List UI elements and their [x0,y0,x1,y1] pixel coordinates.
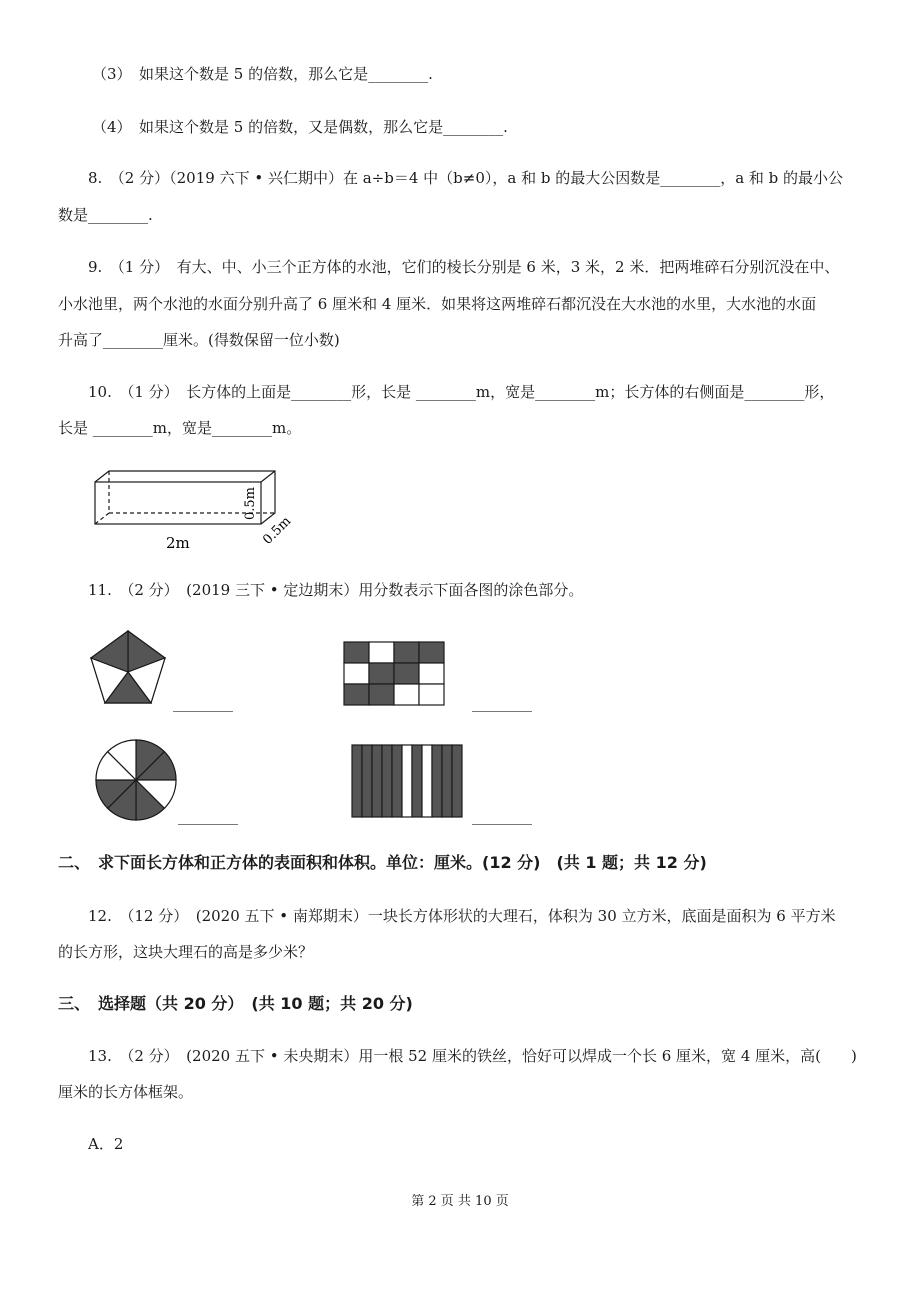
q11-line1: 11. （2 分） (2019 三下 • 定边期末）用分数表示下面各图的涂色部分。 [88,581,584,599]
q7-sub3: （3） 如果这个数是 5 的倍数，那么它是________. [92,65,433,83]
grid-answer-blank: ________ [472,694,532,712]
stripes-figure [351,744,463,820]
pentagon-figure [88,628,170,708]
cuboid-height-label: 0.5m [243,486,258,520]
q8-line2: 数是________. [58,206,153,224]
q13-line2: 厘米的长方体框架。 [58,1083,194,1101]
q8-line1: 8. （2 分）（2019 六下 • 兴仁期中）在 a÷b＝4 中（b≠0），a 和 b 的最大公因数是________，a 和 b 的最小公 [88,169,844,187]
section-three-title: 三、 选择题（共 20 分） (共 10 题；共 20 分) [58,994,413,1013]
circle-answer-blank: ________ [178,807,238,825]
section-two-title: 二、 求下面长方体和正方体的表面积和体积。单位：厘米。(12 分) (共 1 题；共 12 分) [58,853,707,872]
q10-line1: 10. （1 分） 长方体的上面是________形，长是 ________m，宽是________m；长方体的右侧面是________形， [88,383,835,401]
pentagon-answer-blank: ________ [173,694,233,712]
circle-figure [94,738,178,822]
q9-line2: 小水池里，两个水池的水面分别升高了 6 厘米和 4 厘米．如果将这两堆碎石都沉没在大水池的水里，大水池的水面 [58,295,817,313]
q13-line1: 13. （2 分） (2020 五下 • 未央期末）用一根 52 厘米的铁丝，恰好可以焊成一个长 6 厘米，宽 4 厘米，高( ) [88,1047,857,1065]
cuboid-width-label: 0.5m [260,513,295,548]
q13-option-a: A．2 [88,1135,124,1153]
cuboid-length-label: 2m [166,534,190,552]
q12-line2: 的长方形，这块大理石的高是多少米？ [58,943,314,961]
cuboid-figure [88,462,318,560]
grid-figure [343,641,447,707]
q9-line3: 升高了________厘米。(得数保留一位小数) [58,331,340,349]
page-footer: 第 2 页 共 10 页 [411,1194,509,1209]
q12-line1: 12. （12 分） (2020 五下 • 南郑期末）一块长方体形状的大理石，体积为 30 立方米，底面是面积为 6 平方米 [88,907,836,925]
stripes-answer-blank: ________ [472,807,532,825]
q10-line2: 长是 ________m，宽是________m。 [58,419,302,437]
q9-line1: 9. （1 分） 有大、中、小三个正方体的水池，它们的棱长分别是 6 米，3 米，2 米．把两堆碎石分别沉没在中、 [88,258,840,276]
q7-sub4: （4） 如果这个数是 5 的倍数，又是偶数，那么它是________. [92,118,508,136]
